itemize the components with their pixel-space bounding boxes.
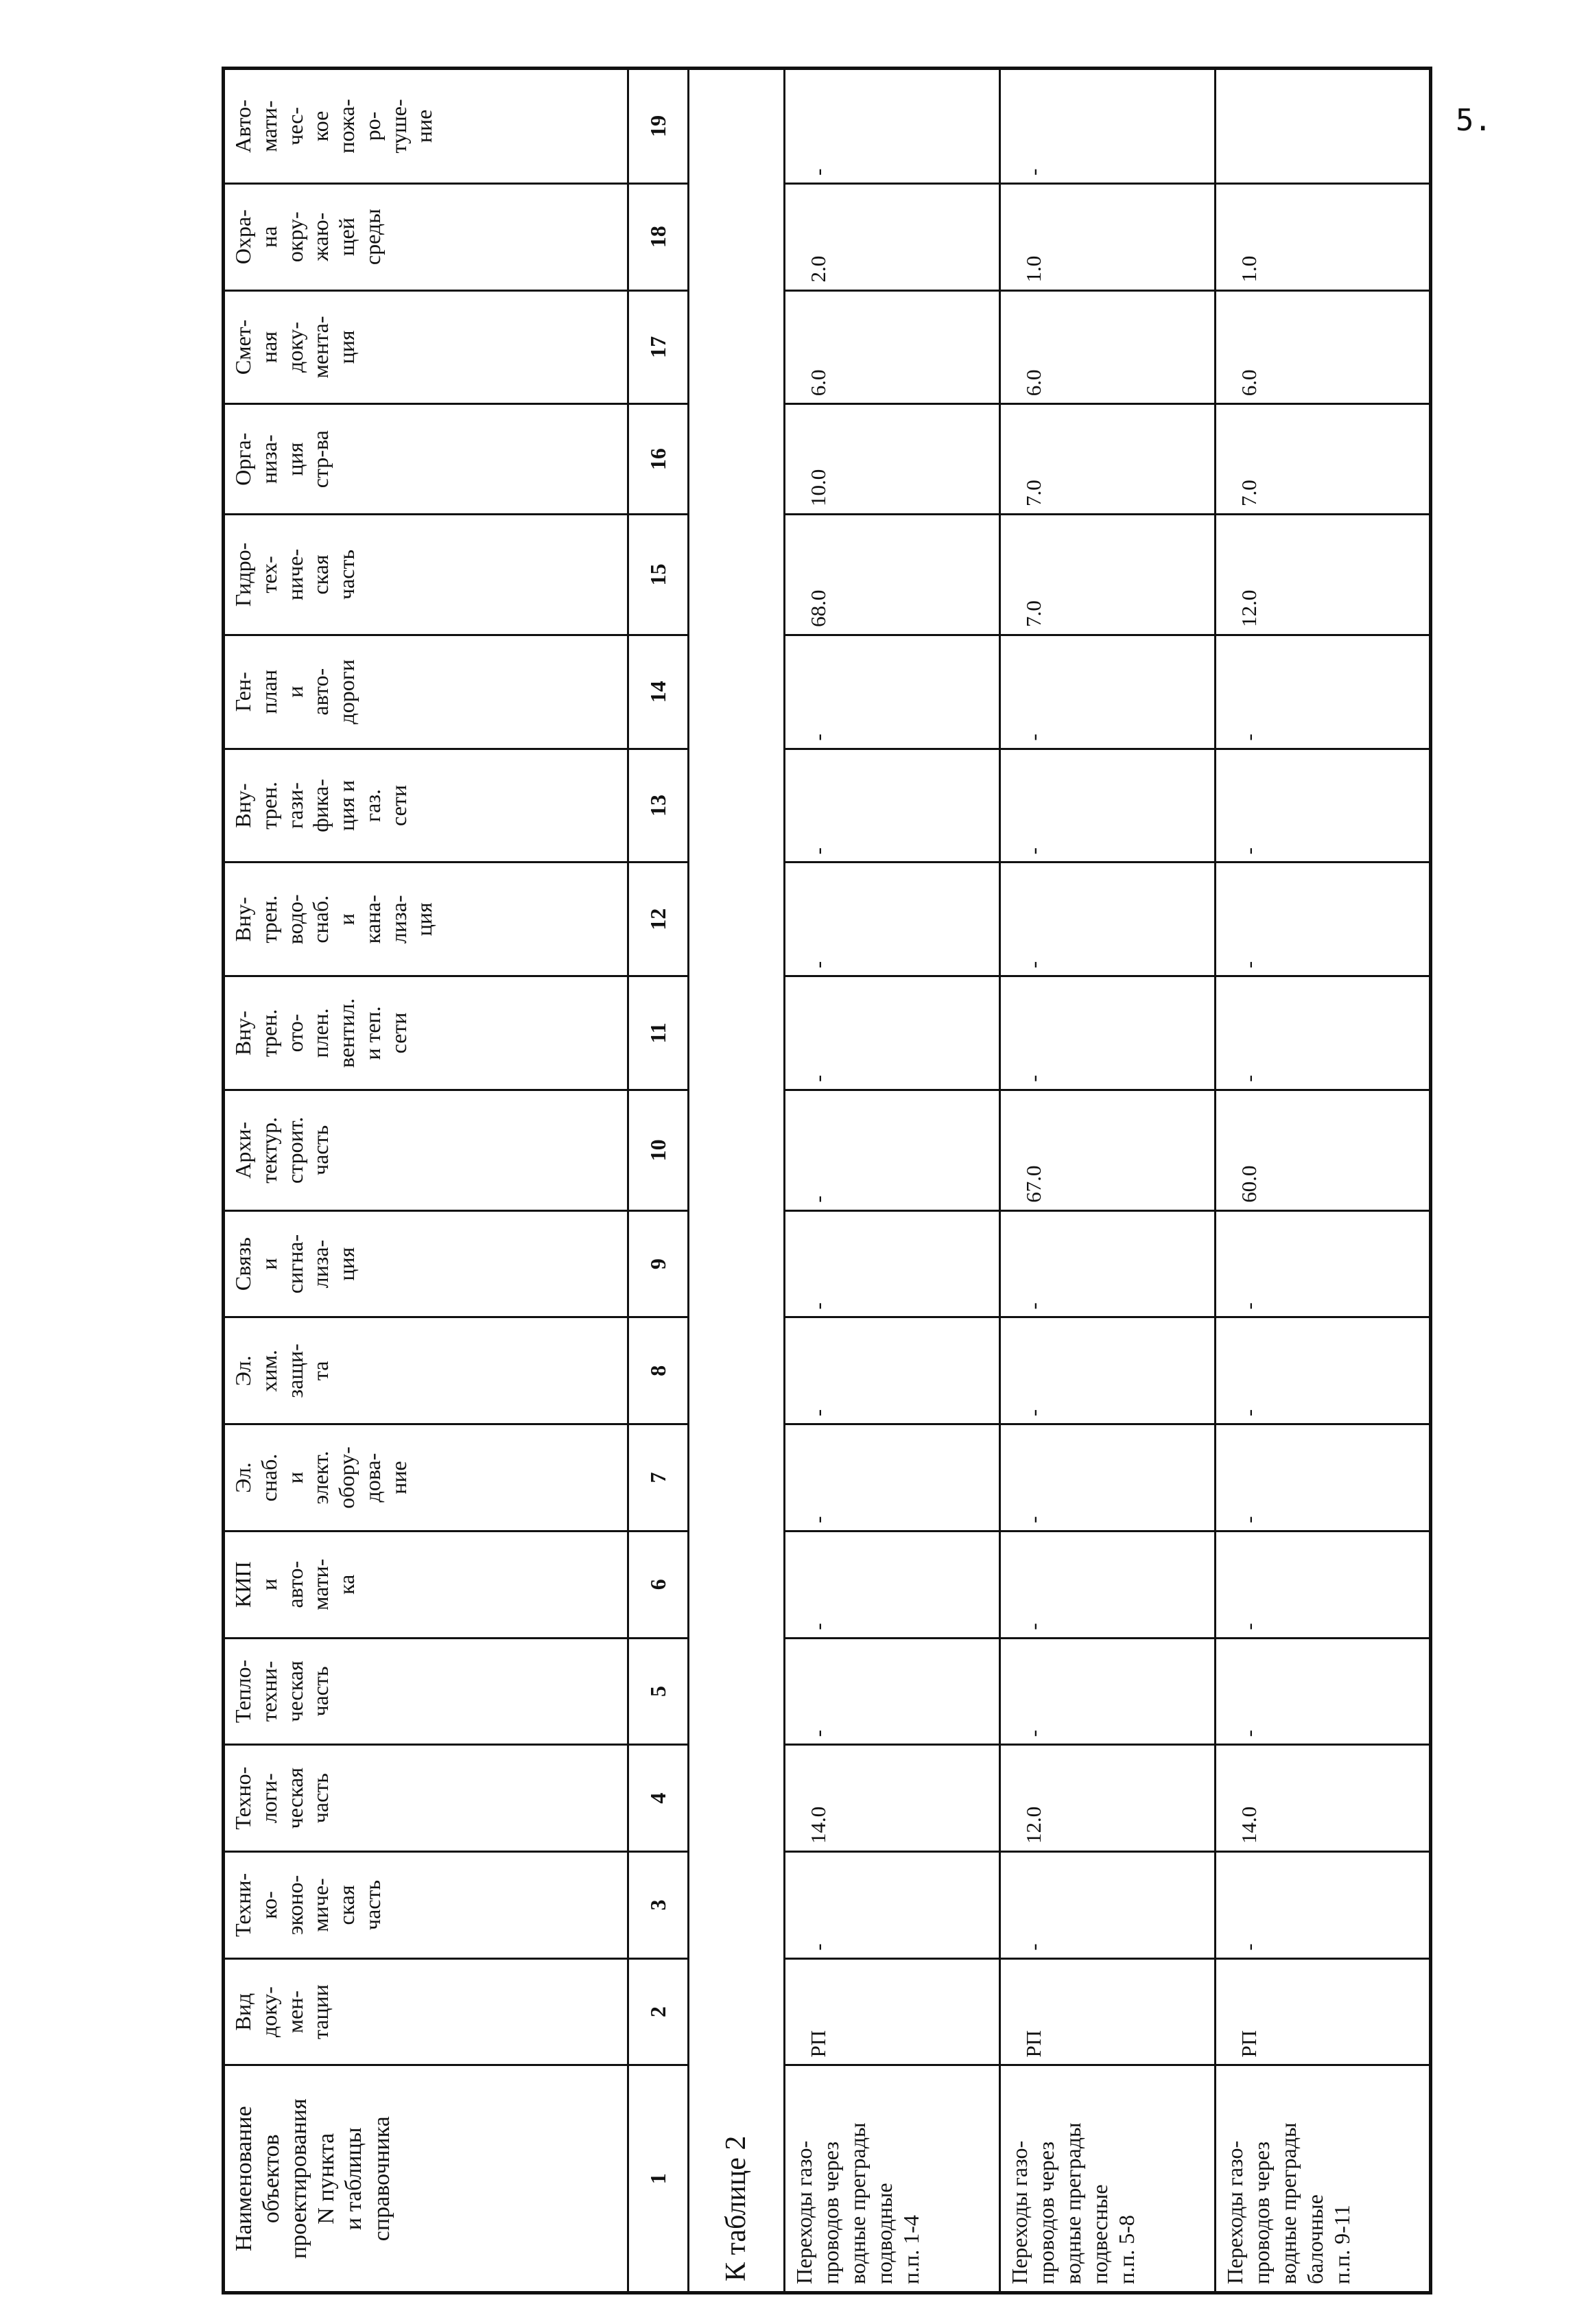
value-cell: - xyxy=(1000,635,1216,749)
header-cell: Эл. хим. защи- та xyxy=(224,1317,628,1424)
value-cell: - xyxy=(1216,1638,1431,1745)
value-cell: 1.0 xyxy=(1000,183,1216,290)
value-cell: - xyxy=(785,1424,1000,1531)
value-cell: - xyxy=(1216,1531,1431,1638)
value-cell: - xyxy=(785,862,1000,976)
object-name-cell: Переходы газо- проводов через водные преграды балочные п.п. 9-11 xyxy=(1216,2065,1431,2293)
value-cell: - xyxy=(785,976,1000,1090)
value-cell: 67.0 xyxy=(1000,1090,1216,1210)
header-cell: Смет- ная доку- мента- ция xyxy=(224,290,628,404)
value-cell: - xyxy=(785,635,1000,749)
column-number: 18 xyxy=(628,183,689,290)
column-number: 15 xyxy=(628,515,689,635)
header-cell: Связь и сигна- лиза- ция xyxy=(224,1210,628,1317)
page-number: 5. xyxy=(1456,103,1492,138)
value-cell: - xyxy=(1216,635,1431,749)
value-cell: - xyxy=(1216,1317,1431,1424)
value-cell: 2.0 xyxy=(785,183,1000,290)
value-cell: - xyxy=(785,749,1000,862)
value-cell: 6.0 xyxy=(1216,290,1431,404)
value-cell: 10.0 xyxy=(785,404,1000,515)
column-number: 8 xyxy=(628,1317,689,1424)
column-number: 9 xyxy=(628,1210,689,1317)
value-cell: - xyxy=(1216,1210,1431,1317)
value-cell: - xyxy=(1216,1852,1431,1959)
value-cell: - xyxy=(1000,1638,1216,1745)
header-cell: Эл. снаб. и элект. обору- дова- ние xyxy=(224,1424,628,1531)
table-row xyxy=(785,69,1000,2293)
value-cell: 6.0 xyxy=(1000,290,1216,404)
column-number: 7 xyxy=(628,1424,689,1531)
value-cell: 7.0 xyxy=(1000,515,1216,635)
value-cell: 14.0 xyxy=(785,1745,1000,1852)
value-cell: - xyxy=(785,69,1000,184)
value-cell: РП xyxy=(1216,1958,1431,2065)
value-cell: - xyxy=(1000,69,1216,184)
value-cell xyxy=(1216,69,1431,184)
table-row xyxy=(1216,69,1431,2293)
value-cell: 12.0 xyxy=(1000,1745,1216,1852)
header-cell: Охра- на окру- жаю- щей среды xyxy=(224,183,628,290)
value-cell: 7.0 xyxy=(1216,404,1431,515)
value-cell: - xyxy=(1216,749,1431,862)
header-cell: Ген- план и авто- дороги xyxy=(224,635,628,749)
value-cell: - xyxy=(1000,1531,1216,1638)
column-number: 12 xyxy=(628,862,689,976)
value-cell: - xyxy=(1216,1424,1431,1531)
value-cell: - xyxy=(1000,976,1216,1090)
value-cell: - xyxy=(785,1090,1000,1210)
value-cell: 7.0 xyxy=(1000,404,1216,515)
value-cell: - xyxy=(1000,862,1216,976)
column-number: 11 xyxy=(628,976,689,1090)
column-number: 1 xyxy=(628,2065,689,2293)
value-cell: РП xyxy=(785,1958,1000,2065)
value-cell: 1.0 xyxy=(1216,183,1431,290)
cost-distribution-table xyxy=(222,67,1432,2294)
value-cell: 6.0 xyxy=(785,290,1000,404)
column-number: 16 xyxy=(628,404,689,515)
header-cell: Техни- ко- эконо- миче- ская часть xyxy=(224,1852,628,1959)
data-rows xyxy=(785,69,1431,2293)
object-name-cell: Переходы газо- проводов через водные преграды подводные п.п. 1-4 xyxy=(785,2065,1000,2293)
header-cell: Вну- трен. ото- плен. вентил. и теп. сети xyxy=(224,976,628,1090)
header-cell: Авто- мати- чес- кое пожа- ро- туше- ние xyxy=(224,69,628,184)
value-cell: - xyxy=(1000,1210,1216,1317)
section-row xyxy=(689,69,785,2293)
value-cell: - xyxy=(1000,1852,1216,1959)
column-number: 10 xyxy=(628,1090,689,1210)
header-cell: Архи- тектур. строит. часть xyxy=(224,1090,628,1210)
table-row xyxy=(1000,69,1216,2293)
value-cell: - xyxy=(1000,749,1216,862)
value-cell: 14.0 xyxy=(1216,1745,1431,1852)
header-cell: Наименование объектов проектирования N пункта и таблицы справочника xyxy=(224,2065,628,2293)
value-cell: - xyxy=(1216,862,1431,976)
value-cell: РП xyxy=(1000,1958,1216,2065)
header-cell: Вид доку- мен- тации xyxy=(224,1958,628,2065)
header-row xyxy=(224,69,628,2293)
value-cell: 60.0 xyxy=(1216,1090,1431,1210)
column-number-row xyxy=(628,69,689,2293)
value-cell: - xyxy=(1216,976,1431,1090)
value-cell: - xyxy=(785,1638,1000,1745)
header-cell: Гидро- тех- ниче- ская часть xyxy=(224,515,628,635)
column-number: 5 xyxy=(628,1638,689,1745)
section-title: К таблице 2 xyxy=(689,69,785,2293)
column-number: 19 xyxy=(628,69,689,184)
header-cell: Вну- трен. водо- снаб. и кана- лиза- ция xyxy=(224,862,628,976)
column-number: 14 xyxy=(628,635,689,749)
column-number: 6 xyxy=(628,1531,689,1638)
value-cell: - xyxy=(785,1210,1000,1317)
value-cell: 68.0 xyxy=(785,515,1000,635)
value-cell: - xyxy=(785,1317,1000,1424)
header-cell: Вну- трен. гази- фика- ция и газ. сети xyxy=(224,749,628,862)
column-number: 2 xyxy=(628,1958,689,2065)
header-cell: Техно- логи- ческая часть xyxy=(224,1745,628,1852)
header-cell: КИП и авто- мати- ка xyxy=(224,1531,628,1638)
header-cell: Орга- низа- ция стр-ва xyxy=(224,404,628,515)
value-cell: 12.0 xyxy=(1216,515,1431,635)
value-cell: - xyxy=(785,1852,1000,1959)
header-cell: Тепло- техни- ческая часть xyxy=(224,1638,628,1745)
column-number: 13 xyxy=(628,749,689,862)
value-cell: - xyxy=(785,1531,1000,1638)
column-number: 17 xyxy=(628,290,689,404)
value-cell: - xyxy=(1000,1424,1216,1531)
value-cell: - xyxy=(1000,1317,1216,1424)
rotated-table-container xyxy=(222,67,1388,2294)
object-name-cell: Переходы газо- проводов через водные преграды подвесные п.п. 5-8 xyxy=(1000,2065,1216,2293)
column-number: 4 xyxy=(628,1745,689,1852)
column-number: 3 xyxy=(628,1852,689,1959)
